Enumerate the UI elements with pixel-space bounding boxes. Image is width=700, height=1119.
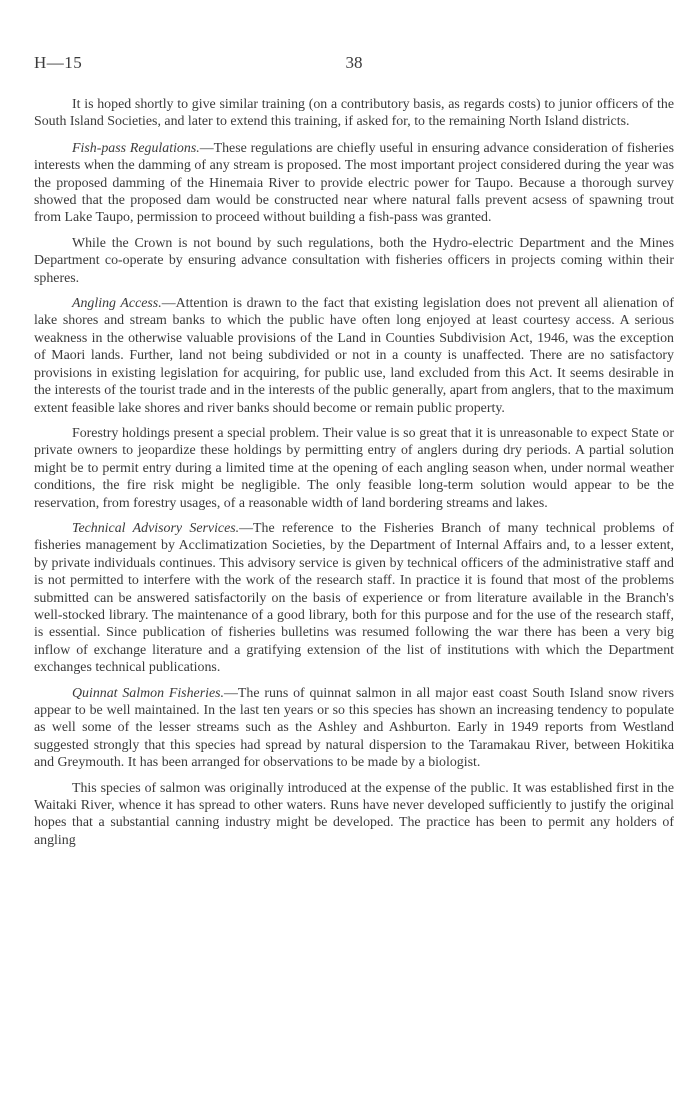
- page-number: 38: [345, 53, 363, 72]
- paragraph-technical-advisory-services: [34, 520, 674, 677]
- paragraph-text: —Attention is drawn to the fact that existing legislation does not prevent all alienation of lake shores and stream banks to which the public have often long enjoyed at least courtesy access. A serious weakness in the otherwise valuable provisions of the Land in Counties Subdivision Act, 1946, was the exception of Maori lands. Further, land not being subdivided or not in a county is unaffected. There are no satisfactory provisions in existing legislation for acquiring, for public use, land excluded from this Act. It seems desirable in the interests of the tourist trade and in the interests of the public generally, apart from anglers, that to the maximum extent feasible lake shores and river banks should become or remain public property.: [34, 296, 674, 416]
- paragraph-text: Forestry holdings present a special problem. Their value is so great that it is unreasonable to expect State or private owners to jeopardize these holdings by permitting entry of anglers during dry periods. A partial solution might be to permit entry during a limited time at the opening of each angling season when, under normal weather conditions, the fire risk might be negligible. The only feasible long-term solution would appear to be the reservation, from forestry usages, of a reasonable width of land bordering streams and lakes.: [34, 425, 674, 511]
- paragraph-text: —The reference to the Fisheries Branch of many technical problems of fisheries management by Acclimatization Societies, by the Department of Internal Affairs and, to a lesser extent, by private individuals continues. This advisory service is given by technical officers of the administrative staff and is not permitted to interfere with the work of the research staff. In practice it is found that most of the problems submitted can be answered satisfactorily on the basis of experience or from literature available in the Branch's well-stocked library. The maintenance of a good library, both for this purpose and for the use of the research staff, is essential. Since publication of fisheries bulletins was resumed following the war there has been a very big inflow of exchange literature and a gratifying extension of the list of institutions with which the Department exchanges technical publications.: [34, 520, 675, 676]
- paragraph-text: It is hoped shortly to give similar training (on a contributory basis, as regards costs) to junior officers of the South Island Societies, and later to extend this training, if asked for, to the remaining North Island districts.: [34, 97, 674, 130]
- section-heading: Quinnat Salmon Fisheries.: [72, 685, 225, 701]
- section-heading: Angling Access.: [72, 296, 162, 312]
- section-heading: Fish-pass Regulations.: [72, 140, 200, 156]
- paragraph-training: [34, 96, 674, 131]
- document-reference: H—15: [34, 53, 83, 72]
- paragraph-text: While the Crown is not bound by such regulations, both the Hydro-electric Department and the Mines Department co-operate by ensuring advance consultation with fisheries officers in projects coming within their spheres.: [34, 235, 674, 286]
- paragraph-text: —These regulations are chiefly useful in ensuring advance consideration of fisheries interests when the damming of any stream is proposed. The most important project considered during the year was the proposed damming of the Hinemaia River to provide electric power for Taupo. Because a thorough survey showed that the proposed dam would be constructed near where natural falls prevent acsess of spawning trout from Lake Taupo, permission to proceed without building a fish-pass was granted.: [34, 140, 674, 226]
- paragraph-forestry-holdings: [34, 425, 674, 512]
- section-heading: Technical Advisory Services.: [72, 520, 240, 536]
- paragraph-text: —The runs of quinnat salmon in all major east coast South Island snow rivers appear to be well maintained. In the last ten years or so this species has shown an increasing tendency to populate as well some of the lesser streams such as the Ashley and Ashburton. Early in 1949 reports from Westland suggested strongly that this species had spread by natural dispersion to the Taramakau River, between Hokitika and Greymouth. It has been arranged for observations to be made by a biologist.: [34, 685, 674, 771]
- paragraph-quinnat-salmon-fisheries: [34, 685, 674, 772]
- page-header: [34, 54, 674, 76]
- paragraph-angling-access: [34, 295, 674, 417]
- paragraph-fish-pass-regulations: [34, 140, 674, 227]
- paragraph-text: This species of salmon was originally introduced at the expense of the public. It was established first in the Waitaki River, whence it has spread to other waters. Runs have never developed sufficiently to justify the original hopes that a substantial canning industry might be developed. The practice has been to permit any holders of angling: [34, 780, 674, 848]
- body-text: [34, 96, 674, 857]
- paragraph-salmon-introduction: [34, 780, 674, 850]
- paragraph-crown-not-bound: [34, 235, 674, 287]
